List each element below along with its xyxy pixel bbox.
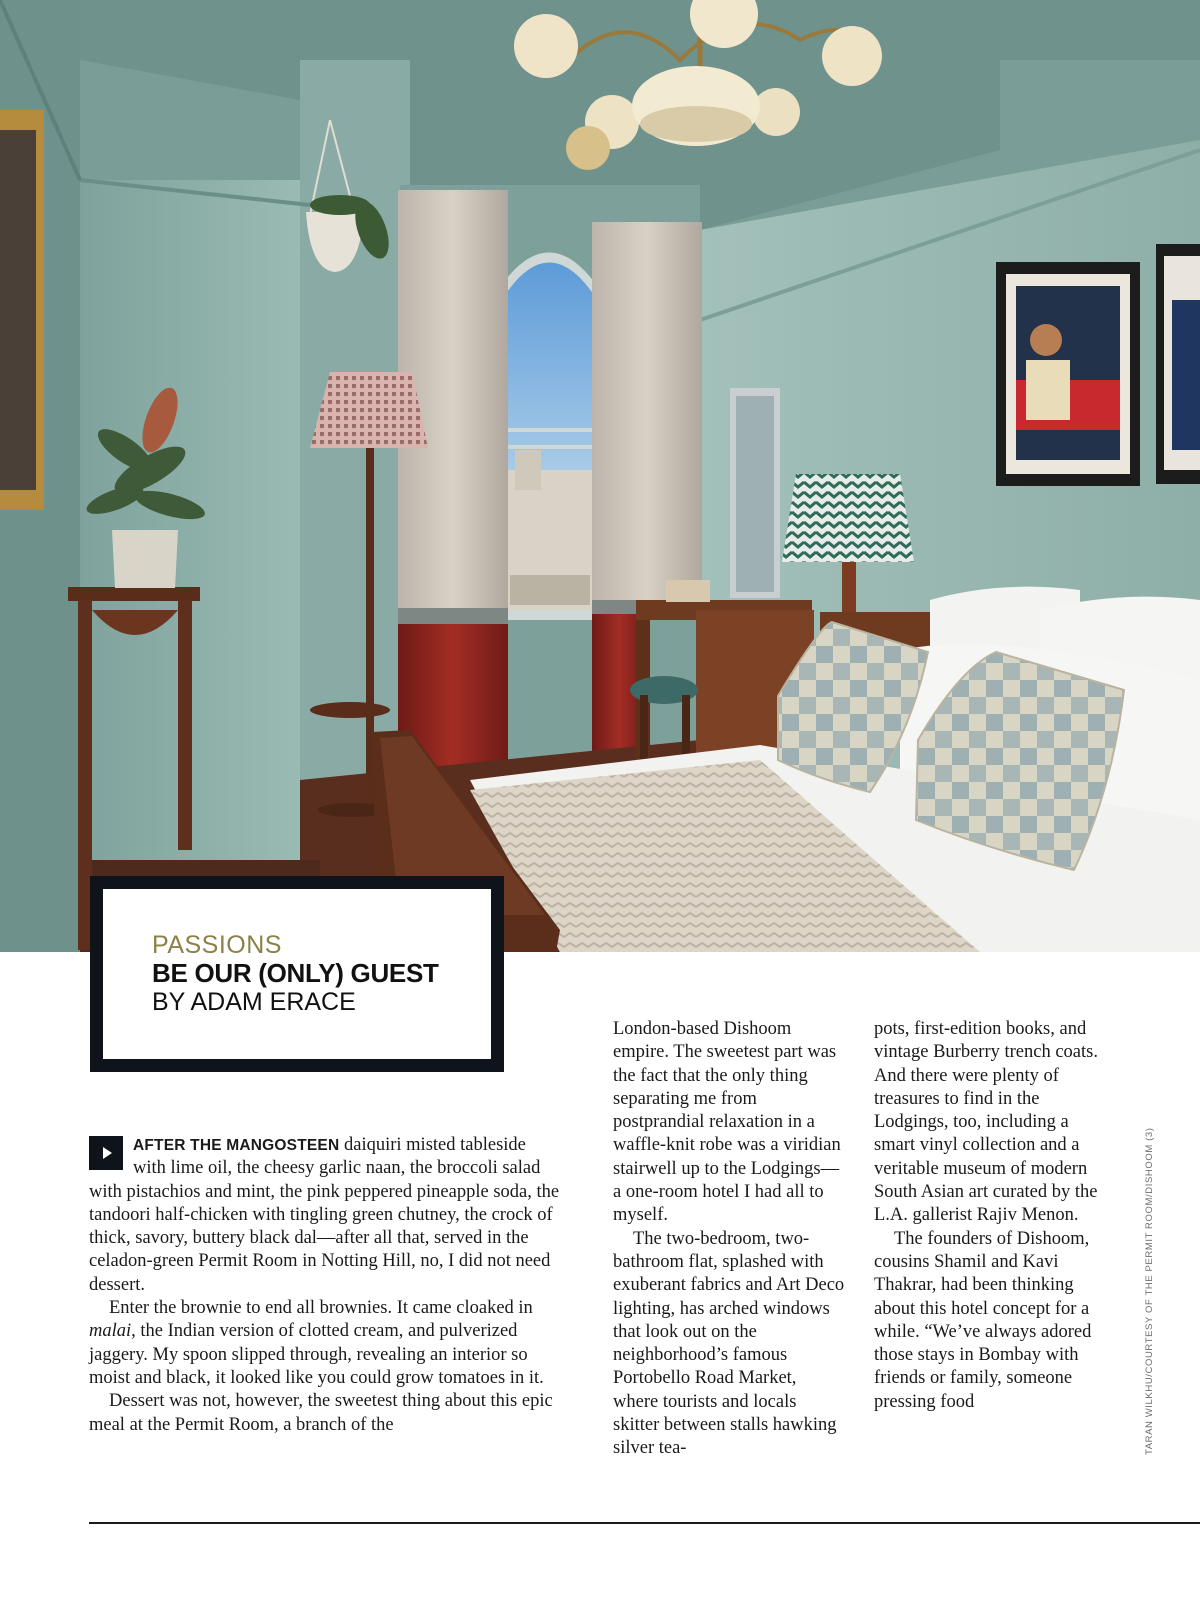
paragraph-text: daiquiri misted tableside with lime oil, the cheesy garlic naan, the broccoli salad with pistachios and mint, the pink peppered pineapple soda, the tandoori half-chicken with tingling green chutney, the crock of thick, savory, buttery black dal—after all that, served in the celadon-green Permit Room in Notting Hill, no, I did not need dessert. (89, 1135, 560, 1295)
lead-in-caps: AFTER THE MANGOSTEEN (133, 1137, 340, 1154)
article-headline: BE OUR (ONLY) GUEST (152, 958, 439, 988)
paragraph: pots, first-edition books, and vintage Burberry trench coats. And there were plenty of treasures to find in the Lodgings, too, including a smart vinyl collection and a veritable museum of modern South Asian art curated by the L.A. gallerist Rajiv Menon. (874, 1019, 1098, 1226)
body-column-3 (874, 1018, 1104, 1414)
paragraph: The two-bedroom, two-bathroom flat, splashed with exuberant fabrics and Art Deco lighting, has arched windows that look out on the neighborhood’s famous Portobello Road Market, where tourists and locals skitter between stalls hawking silver tea- (613, 1228, 845, 1459)
body-column-2 (613, 1018, 845, 1461)
paragraph-text: Enter the brownie to end all brownies. It came cloaked in (109, 1298, 533, 1319)
paragraph: Dessert was not, however, the sweetest thing about this epic meal at the Permit Room, a branch of the (89, 1391, 553, 1435)
article-title-box (90, 876, 504, 1072)
footer-divider (89, 1522, 1200, 1524)
paragraph (89, 1297, 561, 1390)
italic-term: malai, (89, 1321, 136, 1342)
paragraph: London-based Dishoom empire. The sweetest part was the fact that the only thing separating me from postprandial relaxation in a waffle-knit robe was a viridian stairwell up to the Lodgings—a one-room hotel I had all to myself. (613, 1019, 841, 1226)
body-column-1 (89, 1134, 561, 1437)
article-byline: BY ADAM ERACE (152, 988, 356, 1016)
photo-credit: TARAN WILKHU/COURTESY OF THE PERMIT ROOM/DISHOOM (3) (1144, 1127, 1155, 1455)
paragraph (89, 1134, 561, 1297)
play-arrow-icon (89, 1136, 123, 1170)
paragraph: The founders of Dishoom, cousins Shamil and Kavi Thakrar, had been thinking about this hotel concept for a while. “We’ve always adored those stays in Bombay with friends or family, someone pressing food (874, 1228, 1092, 1412)
section-kicker: PASSIONS (152, 931, 282, 959)
paragraph-text: the Indian version of clotted cream, and pulverized jaggery. My spoon slipped through, revealing an interior so moist and black, it looked like you could grow tomatoes in it. (89, 1321, 544, 1388)
